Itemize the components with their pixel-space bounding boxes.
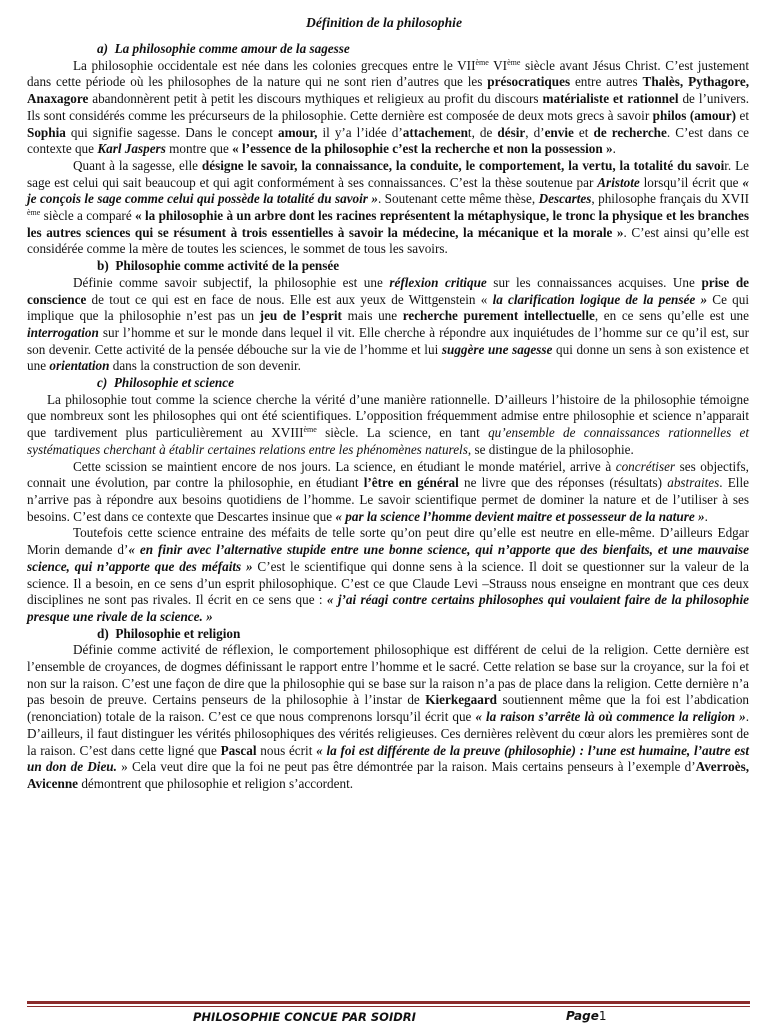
text-run: Descartes	[538, 191, 592, 207]
text-run: Toutefois cette science entraine des méfaits de telle sorte qu’on peut dire qu’elle est neutre en elle-même. D’ailleurs Edgar Morin demande d’	[27, 525, 749, 558]
text-run: de l’univers. Ils sont considérés comme les précurseurs de la philosophie. Cette dernière est composée de deux mots grecs à savoir	[27, 91, 749, 123]
text-run: , d’	[525, 124, 545, 140]
text-run: . Soutenant cette même thèse,	[377, 191, 539, 207]
text-run: Averroès, Avicenne	[27, 759, 750, 791]
text-run: montre que	[165, 141, 233, 157]
text-run: abandonnèrent petit à petit les discours mythiques et religieux au profit du discours	[88, 91, 543, 107]
text-run: « j’ai réagi contre certains philosophes qui voulaient faire de la philosophie presque une rivale de la science. »	[27, 592, 749, 624]
text-run: , se distingue de la philosophie.	[467, 441, 634, 457]
text-run: réflexion critique	[389, 274, 487, 290]
text-run: philos (amour)	[652, 107, 736, 123]
footer-author: PHILOSOPHIE CONCUE PAR SOIDRI	[193, 1010, 416, 1024]
text-run: ème	[475, 57, 489, 67]
text-run: . C’est ainsi qu’elle est considérée comme la mère de toutes les sciences, le sommet de tous les savoirs.	[27, 224, 749, 257]
text-run: qui signifie sagesse. Dans le concept	[65, 124, 278, 140]
text-run: amour,	[277, 124, 318, 140]
text-run: concrétiser	[615, 458, 676, 474]
text-run: désir	[497, 124, 526, 140]
text-run: Quant à la sagesse, elle	[73, 157, 202, 173]
text-run: Aristote	[597, 174, 640, 190]
text-run: « la foi est différente de la preuve (philosophie) : l’une est humaine, l’autre est un don de Dieu.	[27, 742, 750, 775]
text-run: sur l’homme et sur le monde dans lequel il vit. Elle cherche à répondre aux inquiétudes de l’homme sur ce qu’il est, sur son devenir. Cette activité de la pensée débouche sur la vie de l’homme et lui	[27, 324, 749, 357]
footer-rule-thick	[27, 1001, 750, 1004]
paragraph	[27, 642, 749, 792]
text-run: ème	[303, 425, 317, 435]
section-heading-b: b) Philosophie comme activité de la pensée	[97, 258, 340, 274]
section-heading-d-text: d) Philosophie et religion	[97, 625, 241, 641]
text-run: nous écrit	[256, 742, 317, 758]
paragraph	[27, 459, 749, 526]
text-run: siècle avant Jésus Christ. C’est justement dans cette période où les philosophes de la nature qui ne sont rien d’autres que les	[27, 57, 749, 90]
text-run: ne livre que des réponses (résultats)	[458, 475, 668, 491]
text-run: entre autres	[570, 74, 643, 90]
text-run: orientation	[49, 358, 110, 374]
page-label: Page	[566, 1009, 599, 1023]
text-run: , philosophe français du XVII	[591, 191, 749, 207]
text-run: siècle a comparé	[40, 208, 136, 224]
text-run: . D’ailleurs, il faut distinguer les vérités philosophiques des vérités religieuses. Ces dernières relèvent du cœur alors les premières sont de la raison. C’est dans cette ligné que	[27, 709, 749, 758]
text-run: de tout ce qui est en face de nous. Elle est aux yeux de Wittgenstein «	[86, 291, 493, 307]
text-run: recherche purement intellectuelle	[402, 308, 595, 324]
text-run: la clarification logique de la pensée »	[492, 291, 708, 307]
text-run: sur les connaissances acquises. Une	[486, 274, 702, 290]
text-run: Définie comme activité de réflexion, le comportement philosophique est différent de celui de la religion. Cette dernière est l’ensemble de croyances, de dogmes définissant le rapport entre l’homme et le sacré. Cette relation se base sur la croyance, sur la foi et non sur la raison. C’est une façon de dire que la philosophie qui se base sur la raison n’a pas de place dans la religion. Cette dernière n’a pas besoin de preuve. Certains penseurs de la philosophie à l’instar de	[27, 642, 749, 708]
text-run: qui donne un sens à son existence et une	[27, 341, 750, 374]
text-run: attachemen	[402, 124, 468, 140]
text-run: ème	[27, 208, 41, 218]
text-run: . Elle n’arrive pas à répondre aux besoins quotidiens de l’homme. Le savoir scientifique permet de dominer la nature et de l’utiliser à ses besoins. C’est dans ce contexte que Descartes insinue que	[27, 475, 749, 524]
text-run: « je conçois le sage comme celui qui possède la totalité du savoir »	[27, 174, 749, 207]
paragraph	[27, 58, 749, 158]
section-heading-c: c) Philosophie et science	[97, 375, 234, 391]
text-run: et	[736, 107, 749, 123]
text-run: « l’essence de la philosophie c’est la recherche et non la possession »	[232, 141, 613, 157]
footer-page-number	[566, 1009, 607, 1023]
text-run: envie	[544, 124, 574, 140]
text-run: C’est le scientifique qui donne sens à la science. Il doit se questionner sur la valeur de la science. Il a besoin, en ce sens d’un esprit philosophique. C’est ce que Claude Levi –Strauss nous enseigne en montrant que ces deux disciplines ne sont pas rivales. Il écrit en ce sens que :	[27, 558, 749, 608]
text-run: Kierkegaard	[425, 692, 498, 708]
text-run: désigne le savoir, la connaissance, la conduite, le comportement, la vertu, la totalité du savoi	[201, 157, 725, 173]
text-run: jeu de l’esprit	[259, 308, 342, 324]
text-run: .	[612, 141, 616, 157]
text-run: il y’a l’idée d’	[317, 124, 403, 140]
text-run: et	[573, 124, 594, 140]
text-run: interrogation	[27, 324, 99, 340]
text-run: Pascal	[220, 742, 257, 758]
paragraph	[27, 158, 749, 258]
text-run: qu’ensemble de connaissances rationnelles et systématiques cherchant à établir certaines relations entre les phénomènes naturels	[27, 425, 750, 457]
text-run: La philosophie occidentale est née dans les colonies grecques entre le VII	[73, 57, 476, 73]
text-run: ses objectifs, connait une évolution, par contre la philosophie, en étudiant	[27, 458, 749, 491]
section-heading-d	[27, 626, 749, 643]
text-run: Karl Jaspers	[97, 141, 166, 157]
text-run: démontrent que philosophie et religion s’accordent.	[78, 775, 354, 791]
footer-rule-thin	[27, 1006, 750, 1007]
text-run: Cette scission se maintient encore de nos jours. La science, en étudiant le monde matériel, arrive à	[73, 458, 616, 474]
text-run: Sophia	[27, 124, 66, 140]
text-run: prise de conscience	[27, 274, 750, 307]
text-run: de recherche	[593, 124, 667, 140]
text-run: Ce qui implique que la philosophie n’est pas un	[27, 291, 749, 324]
text-run: « par la science l’homme devient maitre et possesseur de la nature »	[335, 508, 705, 524]
text-run: ème	[507, 57, 521, 67]
paragraph	[27, 275, 749, 375]
text-run: lorsqu’il écrit que	[639, 174, 743, 190]
page-number: 1	[598, 1009, 607, 1023]
text-run: l’être en général	[363, 475, 459, 491]
paragraph	[27, 392, 749, 459]
text-run: La philosophie tout comme la science cherche la vérité d’une manière rationnelle. D’ailleurs l’histoire de la philosophie témoigne que nombreux sont les philosophes qui ont été scientifiques. L’opposition fréquemment admise entre philosophie et science n’apparait que tardivement plus particulièrement au XVIII	[27, 391, 749, 441]
text-run: Thalès, Pythagore, Anaxagore	[27, 74, 750, 107]
text-run: . C’est dans ce contexte que	[27, 124, 749, 157]
text-run: dans la construction de son devenir.	[109, 358, 301, 374]
text-run: « en finir avec l’alternative stupide entre une bonne science, qui n’apporte que des bienfaits, et une mauvaise science, qui n’apporte que des méfaits »	[27, 542, 749, 574]
text-run: mais une	[341, 308, 403, 324]
text-run: « la philosophie à un arbre dont les racines représentent la métaphysique, le tronc la physique et les branches les autres sciences qui se résument à trois essentielles à savoir la médecine, la mécanique et la morale »	[27, 208, 749, 240]
text-run: siècle. La science, en tant	[316, 425, 489, 441]
section-heading-a: a) La philosophie comme amour de la sagesse	[97, 41, 350, 56]
text-run: t, de	[467, 124, 498, 140]
text-run: r. Le sage est celui qui sait beaucoup et qui agit conformément à ses connaissances. C’est la thèse soutenue par	[27, 157, 749, 190]
text-run: matérialiste et rationnel	[542, 91, 679, 107]
text-run: soutiennent même que la foi est l’abdication (renonciation) totale de la raison. C’est ce que nous comprenons lorsqu’il écrit que	[27, 692, 750, 725]
document-title: Définition de la philosophie	[306, 15, 462, 30]
text-run: « la raison s’arrête là où commence la religion »	[475, 709, 746, 725]
paragraph	[27, 525, 749, 625]
text-run: .	[704, 508, 708, 524]
text-run: VI	[488, 57, 508, 73]
text-run: » Cela veut dire que la foi ne peut pas être démontrée par la raison. Mais certains penseurs à l’exemple d’	[116, 759, 696, 775]
text-run: abstraites	[667, 475, 720, 491]
text-run: présocratiques	[487, 74, 571, 90]
document-body	[27, 41, 749, 793]
text-run: suggère une sagesse	[441, 341, 553, 357]
text-run: Définie comme savoir subjectif, la philosophie est une	[73, 274, 390, 290]
text-run: , en ce sens qu’elle est une	[594, 308, 749, 324]
